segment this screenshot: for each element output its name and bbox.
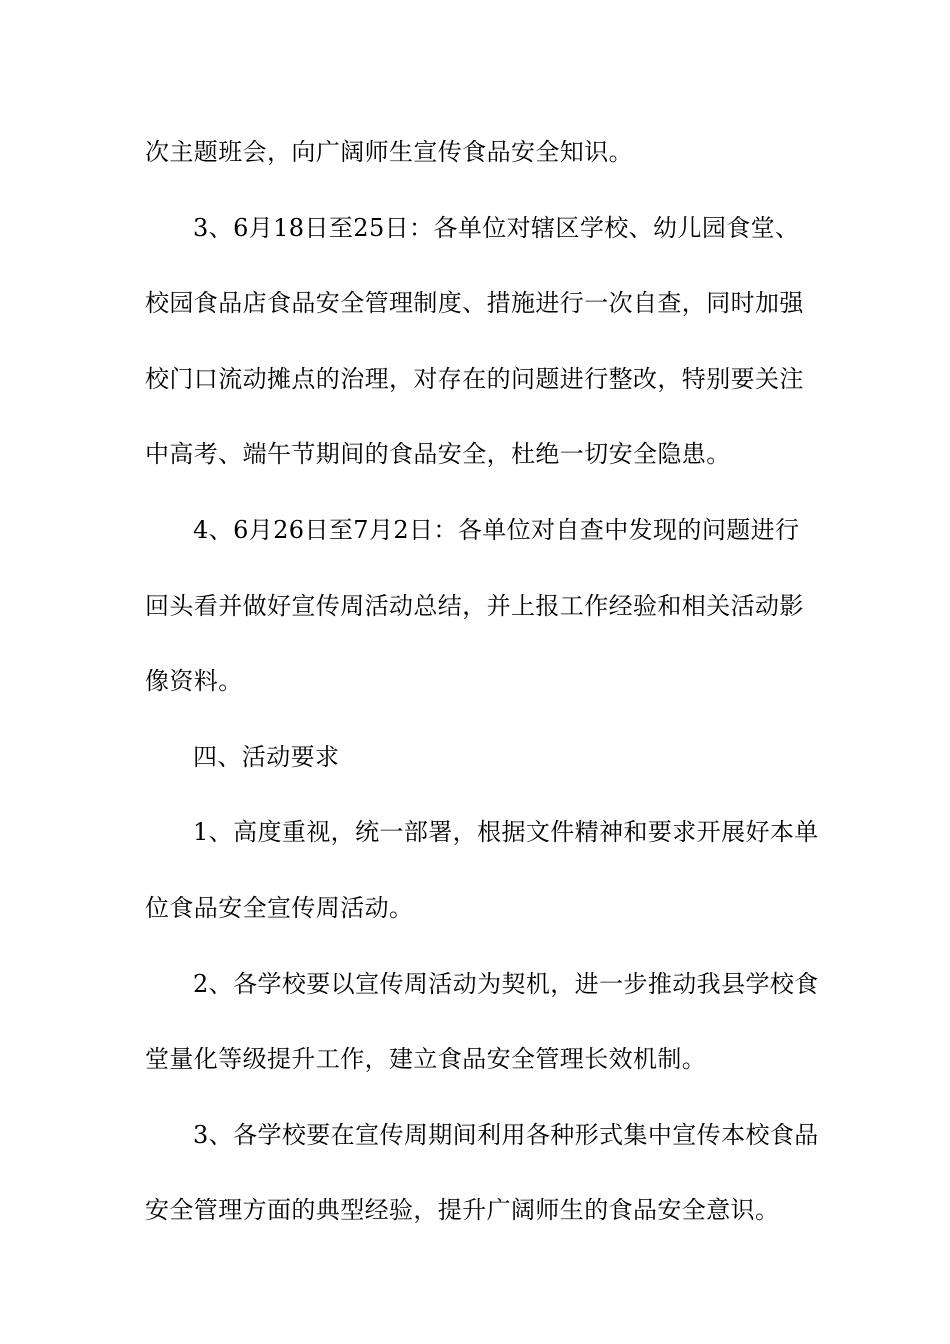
text-line: 1、高度重视，统一部署，根据文件精神和要求开展好本单 bbox=[193, 818, 819, 847]
text-line: 3、6月18日至25日：各单位对辖区学校、幼儿园食堂、 bbox=[193, 213, 800, 242]
document-body bbox=[145, 130, 819, 1264]
text-line: 3、各学校要在宣传周期间利用各种形式集中宣传本校食品 bbox=[193, 1120, 819, 1149]
text-line: 校园食品店食品安全管理制度、措施进行一次自查，同时加强 bbox=[145, 289, 804, 318]
text-line: 安全管理方面的典型经验，提升广阔师生的食品安全意识。 bbox=[145, 1196, 780, 1225]
text-line: 中高考、端午节期间的食品安全，杜绝一切安全隐患。 bbox=[145, 440, 731, 469]
section-heading: 四、活动要求 bbox=[193, 742, 340, 771]
text-line: 次主题班会，向广阔师生宣传食品安全知识。 bbox=[145, 138, 633, 166]
text-line: 2、各学校要以宣传周活动为契机，进一步推动我县学校食 bbox=[193, 969, 819, 998]
text-line: 回头看并做好宣传周活动总结，并上报工作经验和相关活动影 bbox=[145, 591, 804, 620]
text-line: 4、6月26日至7月2日：各单位对自查中发现的问题进行 bbox=[193, 515, 800, 544]
text-line: 堂量化等级提升工作，建立食品安全管理长效机制。 bbox=[145, 1045, 707, 1074]
text-line: 校门口流动摊点的治理，对存在的问题进行整改，特别要关注 bbox=[145, 364, 804, 393]
text-line: 位食品安全宣传周活动。 bbox=[145, 893, 414, 922]
text-line: 像资料。 bbox=[145, 667, 243, 696]
